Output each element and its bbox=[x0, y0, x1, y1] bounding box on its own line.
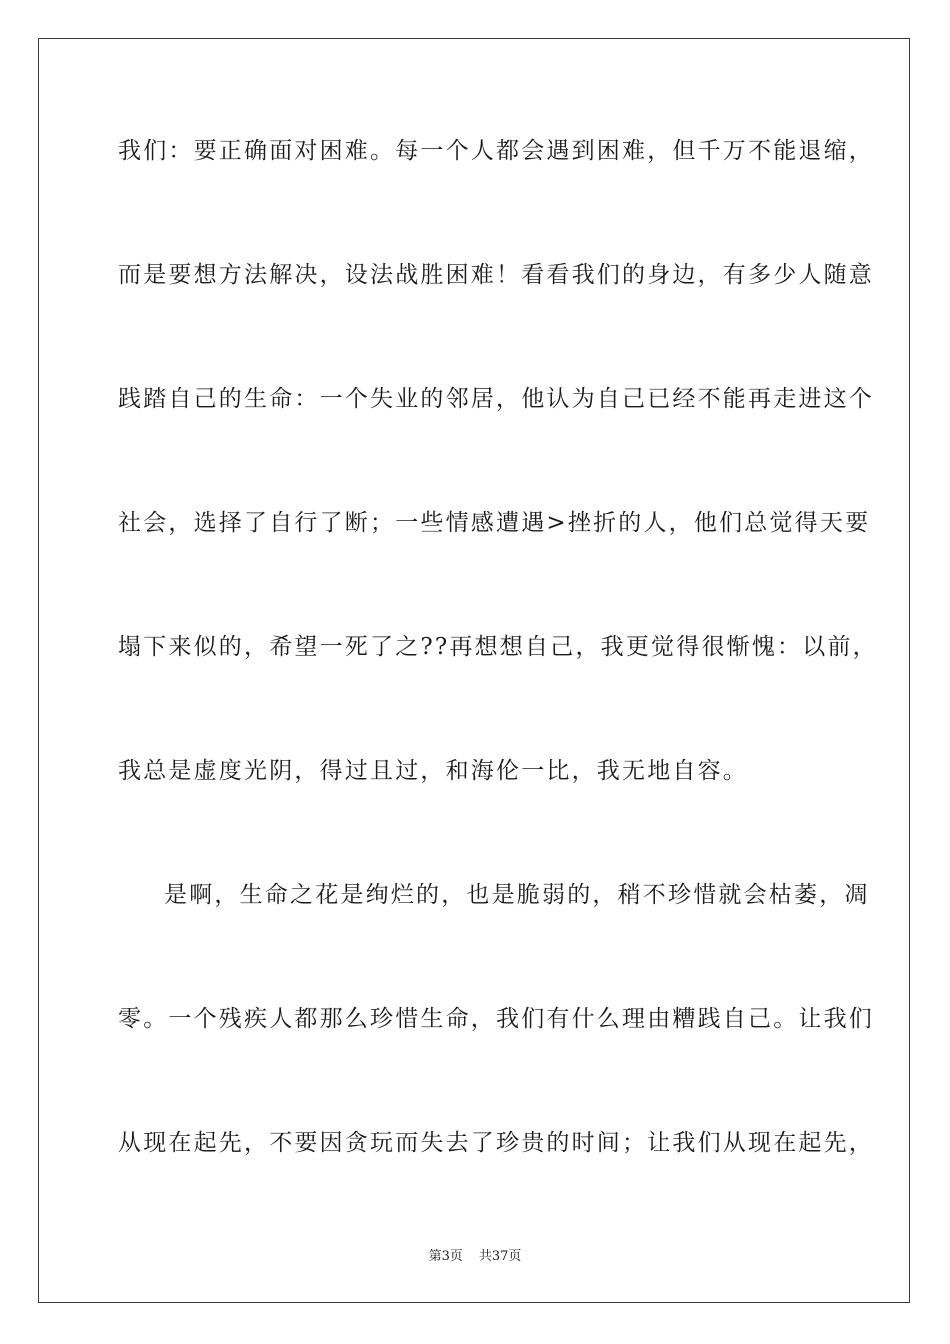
text-line: 塌下来似的，希望一死了之??再想想自己，我更觉得很惭愧：以前， bbox=[118, 634, 878, 660]
page-footer bbox=[0, 1248, 950, 1266]
text-line: 我总是虚度光阴，得过且过，和海伦一比，我无地自容。 bbox=[118, 758, 748, 784]
text-line: 而是要想方法解决，设法战胜困难！看看我们的身边，有多少人随意 bbox=[118, 262, 874, 288]
page-total: 共37页 bbox=[478, 1249, 522, 1264]
page-border bbox=[38, 38, 910, 1303]
page-number: 第3页 bbox=[428, 1249, 463, 1264]
text-line: 我们：要正确面对困难。每一个人都会遇到困难，但千万不能退缩， bbox=[118, 138, 874, 164]
text-line: 社会，选择了自行了断；一些情感遭遇>挫折的人，他们总觉得天要 bbox=[118, 510, 871, 536]
text-line: 从现在起先，不要因贪玩而失去了珍贵的时间；让我们从现在起先， bbox=[118, 1130, 874, 1156]
text-line: 是啊，生命之花是绚烂的，也是脆弱的，稍不珍惜就会枯萎，凋 bbox=[164, 882, 870, 908]
text-line: 零。一个残疾人都那么珍惜生命，我们有什么理由糟践自己。让我们 bbox=[118, 1006, 874, 1032]
text-line: 践踏自己的生命：一个失业的邻居，他认为自己已经不能再走进这个 bbox=[118, 386, 874, 412]
